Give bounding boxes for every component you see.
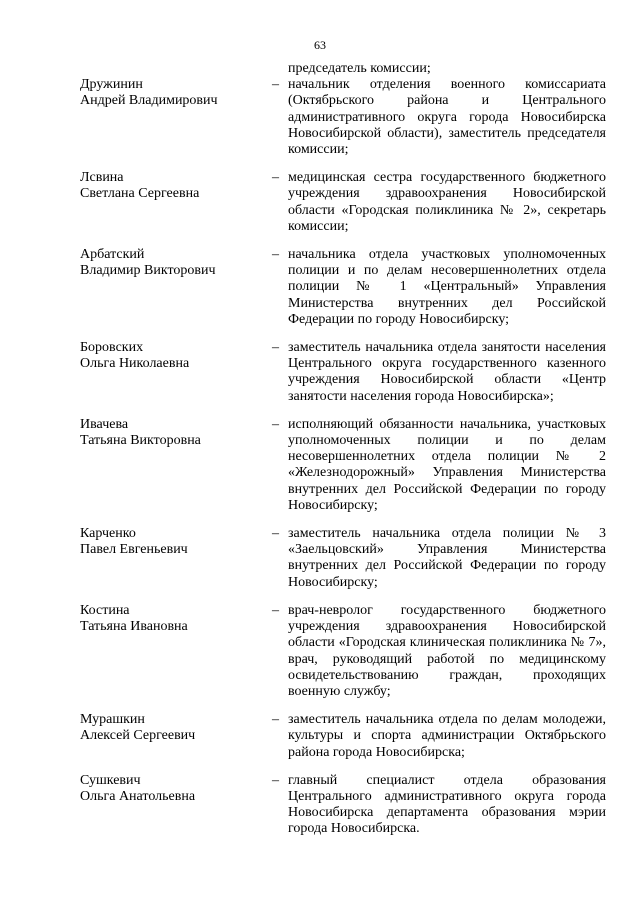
member-given-names: Андрей Владимирович [80,93,218,109]
member-surname: Арбатский [80,247,145,263]
member-name [80,603,272,700]
dash-separator: – [272,602,279,618]
member-name [80,77,272,158]
member-name [80,712,272,761]
member-name [80,170,272,235]
member-entry [80,712,606,761]
member-surname: Костина [80,602,130,618]
member-entry [80,77,606,158]
member-role: заместитель начальника отдела полиции № 3 «Заельцовский» Управления Министерства внутренних дел Российской Федерации по городу Новосибирску; [288,526,606,590]
member-role: медицинская сестра государственного бюджетного учреждения здравоохранения Новосибирской области «Городская поликлиника № 2», секретарь комиссии; [288,170,606,234]
dash-separator: – [272,712,279,728]
member-role: начальника отдела участковых уполномоченных полиции и по делам несовершеннолетних отдела полиции № 1 «Центральный» Управления Министерства внутренних дел Российской Федерации по городу Новосибирску; [288,247,606,327]
member-given-names: Ольга Николаевна [80,356,190,372]
member-name [80,340,272,405]
member-surname: Карченко [80,526,136,542]
dash-separator: – [272,77,279,93]
commission-member-list [80,61,606,838]
member-entry [80,417,606,514]
member-given-names: Татьяна Ивановна [80,619,188,635]
page-number: 63 [314,38,326,52]
member-surname: Боровских [80,340,144,356]
member-surname: Сушкевич [80,772,141,788]
member-name [80,247,272,328]
member-surname: Мурашкин [80,712,145,728]
dash-separator: – [272,416,279,432]
member-name [80,526,272,591]
member-entry [80,170,606,235]
member-role: заместитель начальника отдела занятости населения Центрального округа государственного казенного учреждения Новосибирской области «Центр занятости населения города Новосибирска»; [288,340,606,404]
member-role: исполняющий обязанности начальника, участковых уполномоченных полиции и по делам несовершеннолетних отдела полиции № 2 «Железнодорожный» Управления Министерства внутренних дел Российской Федерации по городу Новосибирску; [288,416,606,513]
member-surname: Лсвина [80,170,124,186]
member-role: заместитель начальника отдела по делам молодежи, культуры и спорта администрации Октябрьского района города Новосибирска; [288,712,606,760]
dash-separator: – [272,772,279,788]
member-given-names: Павел Евгеньевич [80,542,188,558]
member-role: начальник отделения военного комиссариата (Октябрьского района и Центрального административного округа города Новосибирска Новосибирской области), заместитель председателя комиссии; [288,77,606,158]
member-name [80,773,272,838]
member-entry [80,526,606,591]
member-given-names: Светлана Сергеевна [80,186,200,202]
member-role: главный специалист отдела образования Центрального административного округа города Новосибирска департамента образования мэрии города Новосибирска. [288,772,606,837]
member-entry [80,603,606,700]
dash-separator: – [272,170,279,186]
dash-separator: – [272,340,279,356]
member-surname: Ивачева [80,416,129,432]
member-role: врач-невролог государственного бюджетного учреждения здравоохранения Новосибирской области «Городская клиническая поликлиника № 7», врач, руководящий работой по медицинскому освидетельствованию граждан, проходящих военную службу; [288,602,606,699]
dash-separator: – [272,247,279,263]
intro-role-line: председатель комиссии; [288,61,431,76]
member-given-names: Алексей Сергеевич [80,728,196,744]
member-entry [80,340,606,405]
member-entry [80,247,606,328]
member-entry [80,773,606,838]
member-given-names: Ольга Анатольевна [80,788,196,804]
member-given-names: Владимир Викторович [80,263,216,279]
member-name [80,417,272,514]
dash-separator: – [272,526,279,542]
member-surname: Дружинин [80,77,143,93]
member-given-names: Татьяна Викторовна [80,433,201,449]
